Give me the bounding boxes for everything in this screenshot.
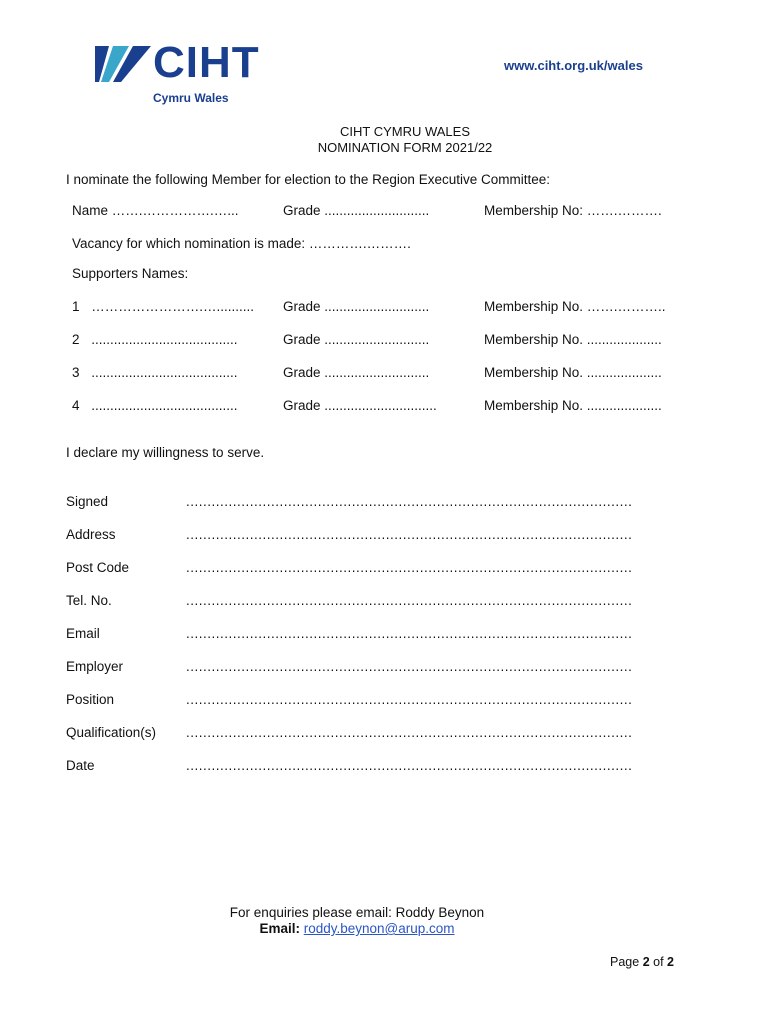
field-label-position: Position <box>66 692 115 707</box>
field-label-signed: Signed <box>66 494 109 509</box>
supporter-number: 2 <box>72 332 80 347</box>
supporter-name-field[interactable]: ....................................... <box>91 332 238 347</box>
field-line-tel[interactable]: ......................................................................................................... <box>186 593 633 608</box>
page-of: of <box>653 955 664 969</box>
page-prefix: Page <box>610 955 640 969</box>
field-label-post-code: Post Code <box>66 560 130 575</box>
field-line-address[interactable]: ......................................................................................................... <box>186 527 633 542</box>
supporter-membership-field[interactable]: Membership No. …….……….. <box>484 299 666 314</box>
supporter-grade-field[interactable]: Grade .............................. <box>283 398 437 413</box>
ciht-swoosh-icon <box>95 46 155 84</box>
enquiries-text: For enquiries please email: Roddy Beynon <box>229 905 485 920</box>
page-total: 2 <box>667 955 674 969</box>
form-title-line2: NOMINATION FORM 2021/22 <box>317 140 493 155</box>
supporter-membership-field[interactable]: Membership No. .................... <box>484 398 662 413</box>
page-indicator <box>610 955 674 969</box>
supporter-number: 1 <box>72 299 80 314</box>
nominee-grade-field[interactable]: Grade ............................ <box>283 203 430 218</box>
email-label: Email: <box>259 921 300 936</box>
nomination-intro: I nominate the following Member for election to the Region Executive Committee: <box>66 172 550 187</box>
field-line-signed[interactable]: ......................................................................................................... <box>186 494 633 509</box>
supporter-row <box>72 365 238 380</box>
field-line-employer[interactable]: ......................................................................................................... <box>186 659 633 674</box>
field-line-position[interactable]: ......................................................................................................... <box>186 692 633 707</box>
field-label-tel: Tel. No. <box>66 593 112 608</box>
email-link[interactable]: roddy.beynon@arup.com <box>303 921 455 936</box>
supporter-membership-field[interactable]: Membership No. .................... <box>484 332 662 347</box>
supporters-label: Supporters Names: <box>72 266 189 281</box>
page-number: 2 <box>642 955 650 969</box>
logo-subtitle: Cymru Wales <box>153 91 229 105</box>
field-line-qualifications[interactable]: ......................................................................................................... <box>186 725 633 740</box>
field-line-post-code[interactable]: ......................................................................................................... <box>186 560 633 575</box>
field-label-employer: Employer <box>66 659 124 674</box>
supporter-name-field[interactable]: ....................................... <box>91 365 238 380</box>
supporter-row <box>72 299 254 314</box>
supporter-membership-field[interactable]: Membership No. .................... <box>484 365 662 380</box>
field-line-email[interactable]: ......................................................................................................... <box>186 626 633 641</box>
vacancy-field[interactable]: Vacancy for which nomination is made: ………….………. <box>72 236 411 251</box>
field-label-qualifications: Qualification(s) <box>66 725 157 740</box>
logo-wordmark: CIHT <box>153 38 260 87</box>
supporter-name-field[interactable]: ....................................... <box>91 398 238 413</box>
field-label-email: Email <box>66 626 100 641</box>
supporter-row <box>72 398 238 413</box>
field-line-date[interactable]: ......................................................................................................... <box>186 758 633 773</box>
nominee-membership-field[interactable]: Membership No: …….………. <box>484 203 662 218</box>
field-label-date: Date <box>66 758 95 773</box>
field-label-address: Address <box>66 527 116 542</box>
email-line <box>0 921 742 936</box>
declaration-text: I declare my willingness to serve. <box>66 445 265 460</box>
nominee-name-field[interactable]: Name …….…………….…... <box>72 203 239 218</box>
supporter-number: 3 <box>72 365 80 380</box>
website-url[interactable]: www.ciht.org.uk/wales <box>504 58 643 73</box>
supporter-grade-field[interactable]: Grade ............................ <box>283 332 430 347</box>
supporter-grade-field[interactable]: Grade ............................ <box>283 365 430 380</box>
supporter-grade-field[interactable]: Grade ............................ <box>283 299 430 314</box>
supporter-number: 4 <box>72 398 80 413</box>
supporter-name-field[interactable]: …………………….….......... <box>91 299 255 314</box>
form-title-line1: CIHT CYMRU WALES <box>339 124 470 139</box>
supporter-row <box>72 332 238 347</box>
